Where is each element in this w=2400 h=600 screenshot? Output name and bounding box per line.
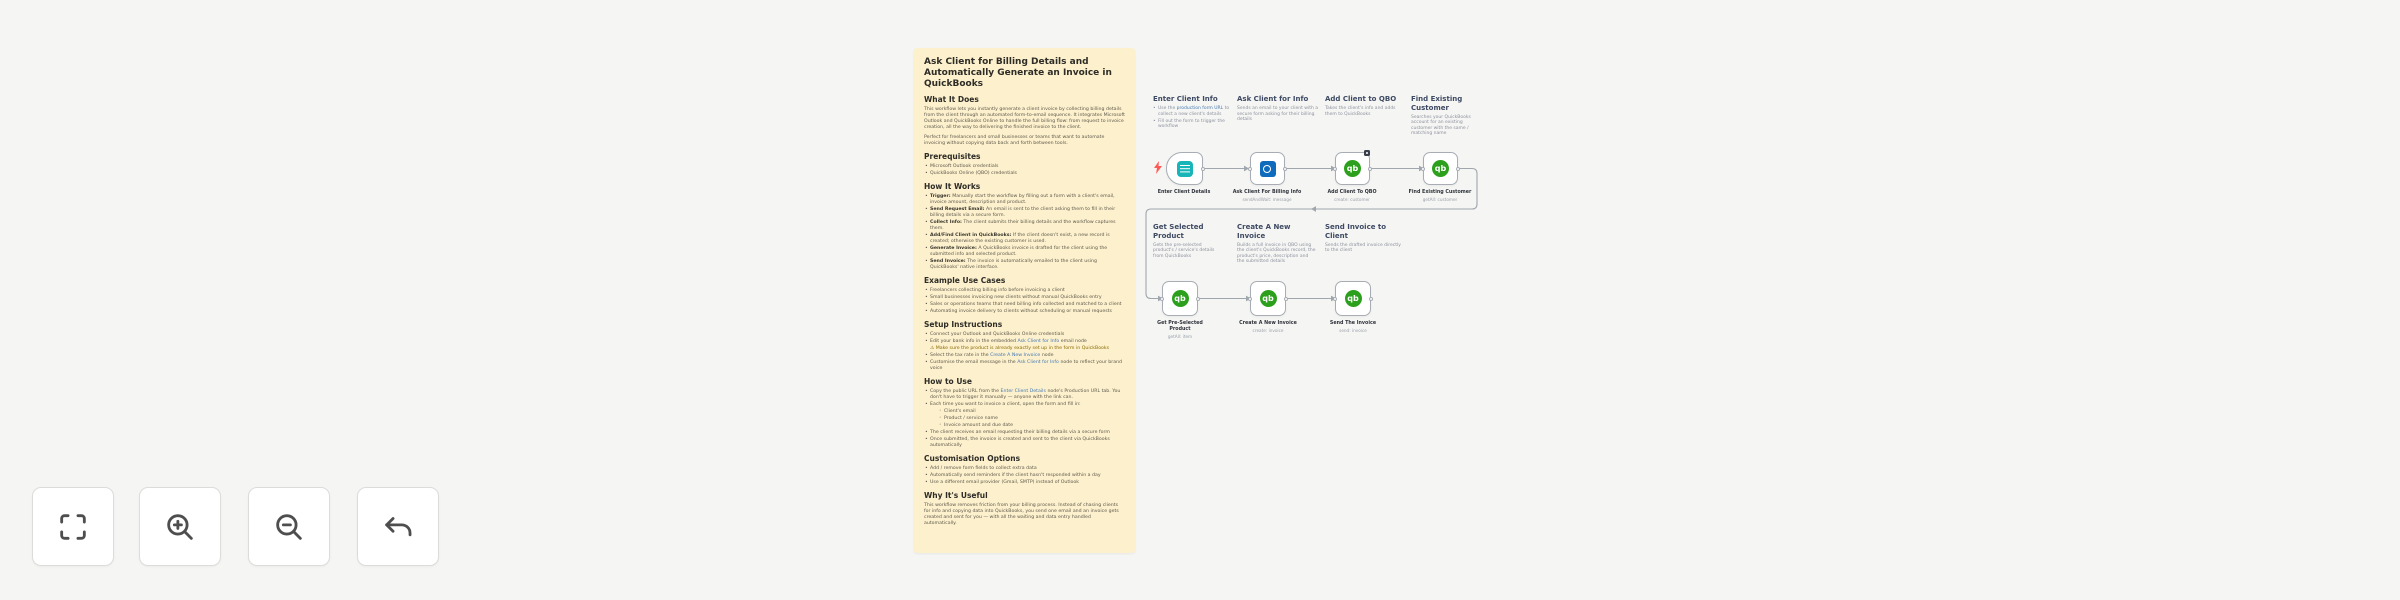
output-port[interactable]: [1196, 297, 1200, 301]
section-heading-how-it-works: How It Works: [924, 182, 981, 191]
why-useful-paragraph: This workflow removes friction from your billing process. Instead of chasing clients for info and copying data into QuickBooks, you send one email and an invoice gets created and sent for you — with all the waiting and data entry handled automatically.: [924, 503, 1119, 526]
use-cases-list: [924, 288, 1125, 315]
node-create-new-invoice[interactable]: [1250, 281, 1286, 316]
node-label: Create A New Invoice: [1239, 321, 1297, 326]
group-annotation-get-product[interactable]: Get Selected Product Gets the pre-selected product's / service's details from QuickBooks: [1153, 223, 1215, 259]
quickbooks-icon: qb: [1345, 290, 1362, 307]
output-port[interactable]: [1369, 297, 1373, 301]
input-port[interactable]: [1248, 167, 1252, 171]
list-item: • Copy the public URL from the Enter Client Details node's Production URL tab. You don't have to trigger it manually — anyone with the link can.: [930, 389, 1125, 401]
how-to-use-list: [924, 389, 1125, 449]
section-heading-setup: Setup Instructions: [924, 320, 1003, 329]
connector-lines: [1140, 80, 1510, 360]
group-annotation-add-client[interactable]: Add Client to QBO Takes the client's info and adds them to QuickBooks: [1325, 95, 1397, 117]
list-item: • Automatically send reminders if the client hasn't responded within a day: [930, 473, 1125, 479]
zoom-to-fit-icon: [56, 510, 90, 544]
sticky-title: Ask Client for Billing Details and Automatically Generate an Invoice in QuickBooks: [924, 57, 1112, 89]
list-item: • Freelancers collecting billing info before invoicing a client: [930, 288, 1125, 294]
pinned-data-badge: [1364, 150, 1370, 156]
section-heading-how-to-use: How to Use: [924, 377, 972, 386]
list-item: ◦ Client's email: [944, 409, 1125, 415]
list-item: ◦ Invoice amount and due date: [944, 423, 1125, 429]
list-item: • Generate Invoice: A QuickBooks invoice is drafted for the client using the submitted info and selected product.: [930, 246, 1125, 258]
quickbooks-icon: qb: [1432, 160, 1449, 177]
group-bullet: • Fill out the form to trigger the workflow: [1153, 119, 1233, 130]
group-annotation-find-customer[interactable]: Find Existing Customer Searches your QuickBooks account for an existing customer with the same / matching name: [1411, 95, 1471, 137]
input-port[interactable]: [1333, 297, 1337, 301]
list-item: • Use a different email provider (Gmail, SMTP) instead of Outlook: [930, 480, 1125, 486]
quickbooks-icon: qb: [1172, 290, 1189, 307]
node-subtitle: getAll: item: [1167, 333, 1193, 339]
how-it-works-list: [924, 194, 1125, 271]
reset-zoom-icon: [381, 510, 415, 544]
output-port[interactable]: [1201, 167, 1205, 171]
what-it-does-paragraph: Perfect for freelancers and small businesses or teams that want to automate invoicing without copying data back and forth between tools.: [924, 135, 1105, 146]
input-port[interactable]: [1421, 167, 1425, 171]
list-item: • The client receives an email requesting their billing details via a secure form: [930, 430, 1125, 436]
section-heading-use-cases: Example Use Cases: [924, 276, 1006, 285]
node-subtitle: getAll: customer: [1422, 196, 1458, 202]
node-link[interactable]: Create A New Invoice: [990, 353, 1041, 358]
list-item: • Connect your Outlook and QuickBooks Online credentials: [930, 332, 1125, 338]
form-fields-sublist: [938, 409, 1125, 429]
output-port[interactable]: [1368, 167, 1372, 171]
node-label: Ask Client For Billing Info: [1232, 190, 1302, 195]
customisation-list: [924, 466, 1125, 486]
list-item: • Microsoft Outlook credentials: [930, 164, 1125, 170]
node-label: Send The Invoice: [1329, 321, 1377, 326]
form-trigger-icon: [1177, 161, 1193, 177]
list-item: ◦ Product / service name: [944, 416, 1125, 422]
quickbooks-icon: qb: [1344, 160, 1361, 177]
form-url-link[interactable]: production form URL: [1176, 106, 1224, 112]
list-item: • Edit your bank info in the embedded Ask Client for Info email node: [930, 339, 1125, 345]
list-item: • QuickBooks Online (QBO) credentials: [930, 171, 1125, 177]
quickbooks-icon: qb: [1260, 290, 1277, 307]
node-subtitle: create: invoice: [1252, 327, 1284, 333]
node-label: Add Client To QBO: [1327, 190, 1377, 195]
group-annotation-ask-client[interactable]: Ask Client for Info Sends an email to your client with a secure form asking for their billing details: [1237, 95, 1319, 123]
node-enter-client-details[interactable]: [1166, 152, 1203, 185]
outlook-icon: [1260, 161, 1276, 177]
trigger-lightning-icon: [1154, 161, 1162, 174]
node-subtitle: send: invoice: [1339, 327, 1367, 333]
zoom-in-icon: [163, 510, 197, 544]
reset-zoom-button[interactable]: [357, 487, 439, 566]
node-link[interactable]: Ask Client for Info: [1017, 360, 1059, 365]
output-port[interactable]: [1456, 167, 1460, 171]
list-item: • Send Invoice: The invoice is automatically emailed to the client using QuickBooks' native interface.: [930, 259, 1125, 271]
node-subtitle: sendAndWait: message: [1242, 196, 1292, 202]
input-port[interactable]: [1248, 297, 1252, 301]
input-port[interactable]: [1160, 297, 1164, 301]
section-heading-why-useful: Why It's Useful: [924, 491, 988, 500]
list-item: • Trigger: Manually start the workflow by filling out a form with a client's email, invoice amount, description and product.: [930, 194, 1125, 206]
list-item: • Small businesses invoicing new clients without manual QuickBooks entry: [930, 295, 1125, 301]
list-item: • Send Request Email: An email is sent to the client asking them to fill in their billing details via a secure form.: [930, 207, 1125, 219]
setup-warning: ⚠ Make sure the product is already exactly set up in the form in QuickBooks: [930, 346, 1110, 351]
group-annotation-enter-client-info[interactable]: Enter Client Info • Use the production form URL to collect a new client's details • Fill out the form to trigger the workflow: [1153, 95, 1233, 131]
list-item: • Add/Find Client in QuickBooks: If the client doesn't exist, a new record is created; otherwise the existing customer is used.: [930, 233, 1125, 245]
zoom-to-fit-button[interactable]: [32, 487, 114, 566]
list-item: • Customise the email message in the Ask Client for Info node to reflect your brand voice: [930, 360, 1125, 372]
section-heading-customisation: Customisation Options: [924, 454, 1021, 463]
node-link[interactable]: Ask Client for Info: [1017, 339, 1060, 344]
node-send-the-invoice[interactable]: [1335, 281, 1371, 316]
node-add-client-to-qbo[interactable]: [1335, 152, 1370, 185]
list-item: • Sales or operations teams that need billing info collected and matched to a client: [930, 302, 1125, 308]
node-find-existing-customer[interactable]: [1423, 152, 1458, 185]
node-ask-client-billing-info[interactable]: [1250, 152, 1285, 185]
input-port[interactable]: [1333, 167, 1337, 171]
sticky-note[interactable]: [914, 48, 1135, 553]
section-heading-what-it-does: What It Does: [924, 95, 979, 104]
output-port[interactable]: [1284, 297, 1288, 301]
node-get-preselected-product[interactable]: [1162, 281, 1198, 316]
zoom-out-icon: [272, 510, 306, 544]
prerequisites-list: [924, 164, 1125, 177]
zoom-out-button[interactable]: [248, 487, 330, 566]
group-annotation-create-invoice[interactable]: Create A New Invoice Builds a full invoice in QBO using the client's QuickBooks record, the product's price, description and the submitted details: [1237, 223, 1316, 265]
what-it-does-paragraph: This workflow lets you instantly generate a client invoice by collecting billing details from the client through an automated form-to-email sequence. It integrates Microsoft Outlook and QuickBooks Online to handle the full billing flow: from request to invoice creation, all the way to delivering the finished invoice to the client.: [924, 107, 1125, 130]
list-item: • Once submitted, the invoice is created and sent to the client via QuickBooks automatically: [930, 437, 1125, 449]
node-subtitle: create: customer: [1334, 196, 1370, 202]
list-item: • Collect Info: The client submits their billing details and the workflow captures them.: [930, 220, 1125, 232]
node-label: Get Pre-Selected Product: [1157, 321, 1203, 332]
setup-list: [924, 332, 1125, 372]
list-item: • Automating invoice delivery to clients without scheduling or manual requests: [930, 309, 1125, 315]
list-item: • Each time you want to invoice a client, open the form and fill in: ◦ Client's email ◦ Product / service name ◦ Invoice amount and due date: [930, 402, 1125, 429]
list-item: • Select the tax rate in the Create A New Invoice node: [930, 353, 1125, 359]
node-link[interactable]: Enter Client Details: [1000, 389, 1046, 394]
zoom-in-button[interactable]: [139, 487, 221, 566]
list-item: • Add / remove form fields to collect extra data: [930, 466, 1125, 472]
node-label: Find Existing Customer: [1408, 190, 1472, 195]
section-heading-prerequisites: Prerequisites: [924, 152, 981, 161]
group-annotation-send-invoice[interactable]: Send Invoice to Client Sends the drafted invoice directly to the client: [1325, 223, 1401, 254]
group-bullet: • Use the production form URL to collect a new client's details: [1153, 106, 1233, 117]
node-label: Enter Client Details: [1157, 190, 1211, 195]
output-port[interactable]: [1283, 167, 1287, 171]
